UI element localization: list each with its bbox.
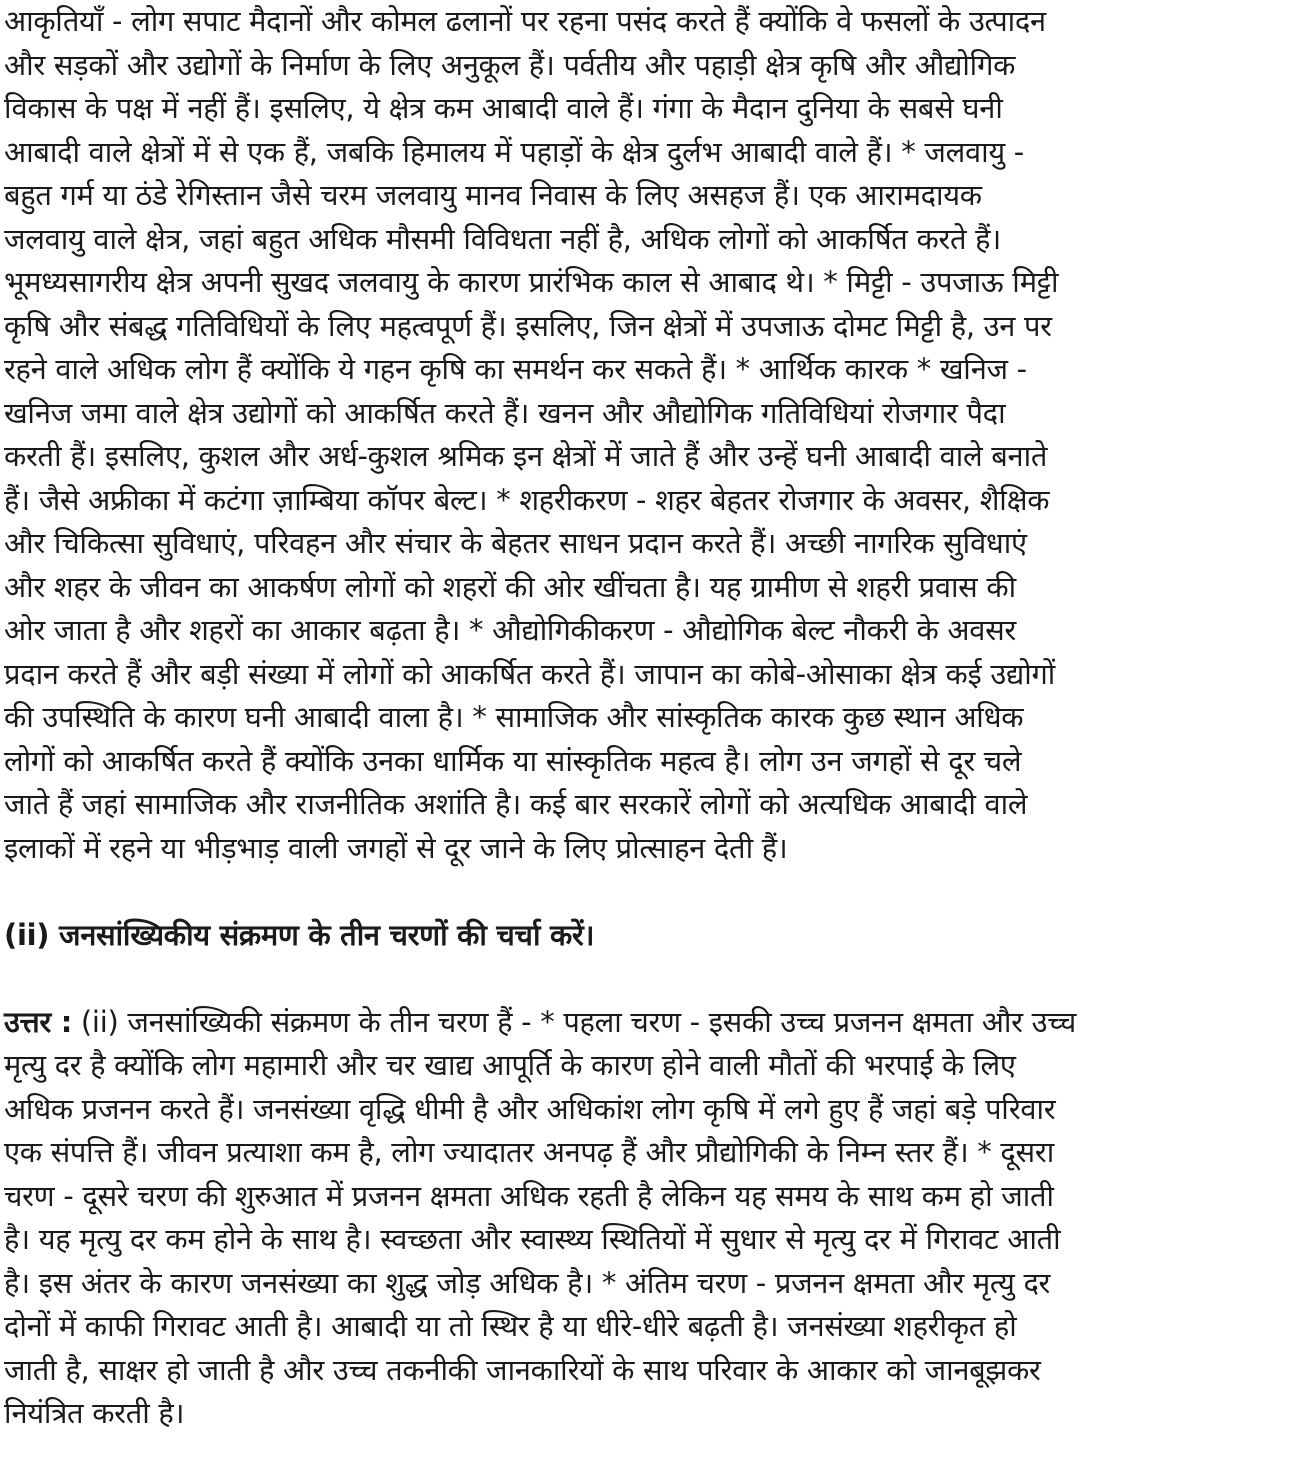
paragraph-spacer (4, 957, 1302, 1001)
text-line: हैं। जैसे अफ्रीका में कटंगा ज़ाम्बिया कॉपर बेल्ट। * शहरीकरण - शहर बेहतर रोजगार के अवसर, शैक्षिक (4, 482, 1050, 517)
text-line: दोनों में काफी गिरावट आती है। आबादी या तो स्थिर है या धीरे-धीरे बढ़ती है। जनसंख्या शहरीकृत हो (4, 1309, 1017, 1343)
text-line: है। इस अंतर के कारण जनसंख्या का शुद्ध जोड़ अधिक है। * अंतिम चरण - प्रजनन क्षमता और मृत्यु दर (4, 1265, 1051, 1300)
text-line: है। यह मृत्यु दर कम होने के साथ है। स्वच्छता और स्वास्थ्य स्थितियों में सुधार से मृत्यु दर में गिरावट आती (4, 1222, 1061, 1256)
question-heading: (ii) जनसांख्यिकीय संक्रमण के तीन चरणों की चर्चा करें। (4, 917, 595, 952)
text-line: और सड़कों और उद्योगों के निर्माण के लिए अनुकूल हैं। पर्वतीय और पहाड़ी क्षेत्र कृषि और औद्योगिक (4, 47, 1016, 82)
text-line: इलाकों में रहने या भीड़भाड़ वाली जगहों से दूर जाने के लिए प्रोत्साहन देती हैं। (4, 830, 788, 865)
text-line: और चिकित्सा सुविधाएं, परिवहन और संचार के बेहतर साधन प्रदान करते हैं। अच्छी नागरिक सुविधाएं (4, 526, 1027, 560)
answer-paragraph (4, 1001, 1302, 1436)
text-line: जलवायु वाले क्षेत्र, जहां बहुत अधिक मौसमी विविधता नहीं है, अधिक लोगों को आकर्षित करते हैं। (4, 221, 1001, 256)
answer-label: उत्तर : (4, 1004, 72, 1039)
text-line: आकृतियाँ - लोग सपाट मैदानों और कोमल ढलानों पर रहना पसंद करते हैं क्योंकि वे फसलों के उत्पादन (4, 4, 1046, 38)
text-line: जाते हैं जहां सामाजिक और राजनीतिक अशांति है। कई बार सरकारें लोगों को अत्यधिक आबादी वाले (4, 787, 1028, 821)
text-line: प्रदान करते हैं और बड़ी संख्या में लोगों को आकर्षित करते हैं। जापान का कोबे-ओसाका क्षेत्र कई उद्योगों (4, 656, 1055, 691)
text-line: चरण - दूसरे चरण की शुरुआत में प्रजनन क्षमता अधिक रहती है लेकिन यह समय के साथ कम हो जाती (4, 1178, 1054, 1213)
text-line: ओर जाता है और शहरों का आकार बढ़ता है। * औद्योगिकीकरण - औद्योगिक बेल्ट नौकरी के अवसर (4, 613, 1016, 647)
text-line: बहुत गर्म या ठंडे रेगिस्तान जैसे चरम जलवायु मानव निवास के लिए असहज हैं। एक आरामदायक (4, 178, 982, 212)
text-line: मृत्यु दर है क्योंकि लोग महामारी और चर खाद्य आपूर्ति के कारण होने वाली मौतों की भरपाई के लिए (4, 1048, 1016, 1082)
text-line: एक संपत्ति हैं। जीवन प्रत्याशा कम है, लोग ज्यादातर अनपढ़ हैं और प्रौद्योगिकी के निम्न स्तर हैं। * दूसरा (4, 1135, 1054, 1169)
text-line: आबादी वाले क्षेत्रों में से एक हैं, जबकि हिमालय में पहाड़ों के क्षेत्र दुर्लभ आबादी वाले हैं। * जलवायु - (4, 134, 1024, 169)
text-line: जाती है, साक्षर हो जाती है और उच्च तकनीकी जानकारियों के साथ परिवार के आकार को जानबूझकर (4, 1352, 1041, 1387)
text-line: रहने वाले अधिक लोग हैं क्योंकि ये गहन कृषि का समर्थन कर सकते हैं। * आर्थिक कारक * खनिज - (4, 352, 1027, 386)
population-factors-paragraph (4, 0, 1302, 870)
text-line: और शहर के जीवन का आकर्षण लोगों को शहरों की ओर खींचता है। यह ग्रामीण से शहरी प्रवास की (4, 569, 1016, 604)
text-line: की उपस्थिति के कारण घनी आबादी वाला है। * सामाजिक और सांस्कृतिक कारक कुछ स्थान अधिक (4, 700, 1024, 734)
answer-first-line-text: (ii) जनसांख्यिकी संक्रमण के तीन चरण हैं - * पहला चरण - इसकी उच्च प्रजनन क्षमता और उच्च (72, 1004, 1076, 1039)
paragraph-spacer (4, 870, 1302, 914)
text-line: खनिज जमा वाले क्षेत्र उद्योगों को आकर्षित करते हैं। खनन और औद्योगिक गतिविधियां रोजगार पैदा (4, 395, 1006, 430)
text-line: कृषि और संबद्ध गतिविधियों के लिए महत्वपूर्ण हैं। इसलिए, जिन क्षेत्रों में उपजाऊ दोमट मिट्टी है, उन पर (4, 308, 1052, 343)
answer-first-line (4, 1001, 1302, 1045)
text-line: नियंत्रित करती है। (4, 1396, 185, 1430)
text-line: अधिक प्रजनन करते हैं। जनसंख्या वृद्धि धीमी है और अधिकांश लोग कृषि में लगे हुए हैं जहां बड़े परिवार (4, 1091, 1056, 1126)
text-line: करती हैं। इसलिए, कुशल और अर्ध-कुशल श्रमिक इन क्षेत्रों में जाते हैं और उन्हें घनी आबादी वाले बनाते (4, 439, 1048, 473)
text-line: लोगों को आकर्षित करते हैं क्योंकि उनका धार्मिक या सांस्कृतिक महत्व है। लोग उन जगहों से दूर चले (4, 743, 1022, 778)
text-line: भूमध्यसागरीय क्षेत्र अपनी सुखद जलवायु के कारण प्रारंभिक काल से आबाद थे। * मिट्टी - उपजाऊ मिट्टी (4, 265, 1059, 299)
text-line: विकास के पक्ष में नहीं हैं। इसलिए, ये क्षेत्र कम आबादी वाले हैं। गंगा के मैदान दुनिया के सबसे घनी (4, 91, 1003, 125)
